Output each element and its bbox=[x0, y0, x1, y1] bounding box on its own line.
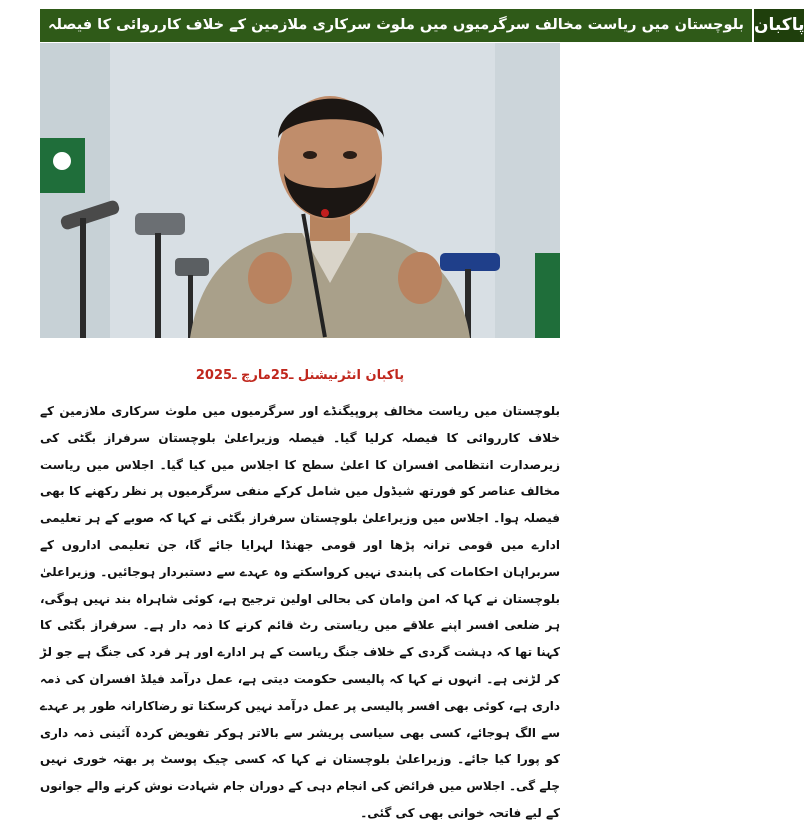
headline-banner bbox=[40, 9, 804, 42]
dateline: پاکبان انٹرنیشنل ـ25مارچ ـ2025 bbox=[195, 368, 405, 383]
flag-left-crescent bbox=[53, 152, 71, 170]
photo-illustration bbox=[40, 43, 560, 338]
headline-text: بلوچستان میں ریاست مخالف سرگرمیوں میں ملوث سرکاری ملازمین کے خلاف کارروائی کا فیصلہ bbox=[40, 9, 752, 42]
person-eye-right bbox=[343, 151, 357, 159]
flag-right bbox=[535, 253, 560, 338]
press-conference-photo bbox=[40, 43, 560, 338]
article-body: بلوچستان میں ریاست مخالف پروپیگنڈے اور سرگرمیوں میں ملوث سرکاری ملازمین کے خلاف کارروائی کا فیصلہ کرلیا گیا۔ فیصلہ وزیراعلیٰ بلوچستان سرفراز بگٹی کی زیرصدارت انتظامی افسران کا اعلیٰ سطح کا اجلاس میں کیا گیا۔ اجلاس میں ریاست مخالف عناصر کو فورتھ شیڈول میں شامل کرکے منفی سرگرمیوں پر نظر رکھنے کا بھی فیصلہ ہوا۔ اجلاس میں وزیراعلیٰ بلوچستان سرفراز بگٹی نے کہا کہ صوبے کے ہر تعلیمی ادارے میں قومی ترانہ پڑھا اور قومی جھنڈا لہرایا جائے گا، جن تعلیمی اداروں کے سربراہان احکامات کی پابندی نہیں کرواسکتے وہ عہدے سے دستبردار ہوجائیں۔ وزیراعلیٰ بلوچستان نے کہا کہ امن وامان کی بحالی اولین ترجیح ہے، کوئی شاہراہ بند نہیں ہوگی، ہر ضلعی افسر اپنے علاقے میں ریاستی رٹ قائم کرنے کا ذمہ دار ہے۔ سرفراز بگٹی کا کہنا تھا کہ دہشت گردی کے خلاف جنگ ریاست کے ہر ادارے اور ہر فرد کی جنگ ہے جو لڑ کر لڑنی ہے۔ انہوں نے کہا کہ پالیسی حکومت دیتی ہے، عمل درآمد فیلڈ افسران کی ذمہ داری ہے، کوئی بھی افسر پالیسی پر عمل درآمد نہیں کرسکتا تو رضاکارانہ طور پر عہدے سے الگ ہوجائے، کسی بھی سیاسی پریشر سے بالاتر ہوکر تفویض کردہ آئینی ذمہ داری کو پورا کیا جائے۔ وزیراعلیٰ بلوچستان نے کہا کہ کسی چیک پوسٹ پر بھتہ خوری نہیں چلے گی۔ اجلاس میں فرائض کی انجام دہی کے دوران جام شہادت نوش کرنے والے جوانوں کے لیے فاتحہ خوانی بھی کی گئی۔ bbox=[40, 404, 560, 820]
microphone-tip-light bbox=[321, 209, 329, 217]
person-eye-left bbox=[303, 151, 317, 159]
person-hand-left bbox=[248, 252, 292, 304]
person-hand-right bbox=[398, 252, 442, 304]
brand-logo: پاکبان bbox=[752, 9, 804, 42]
